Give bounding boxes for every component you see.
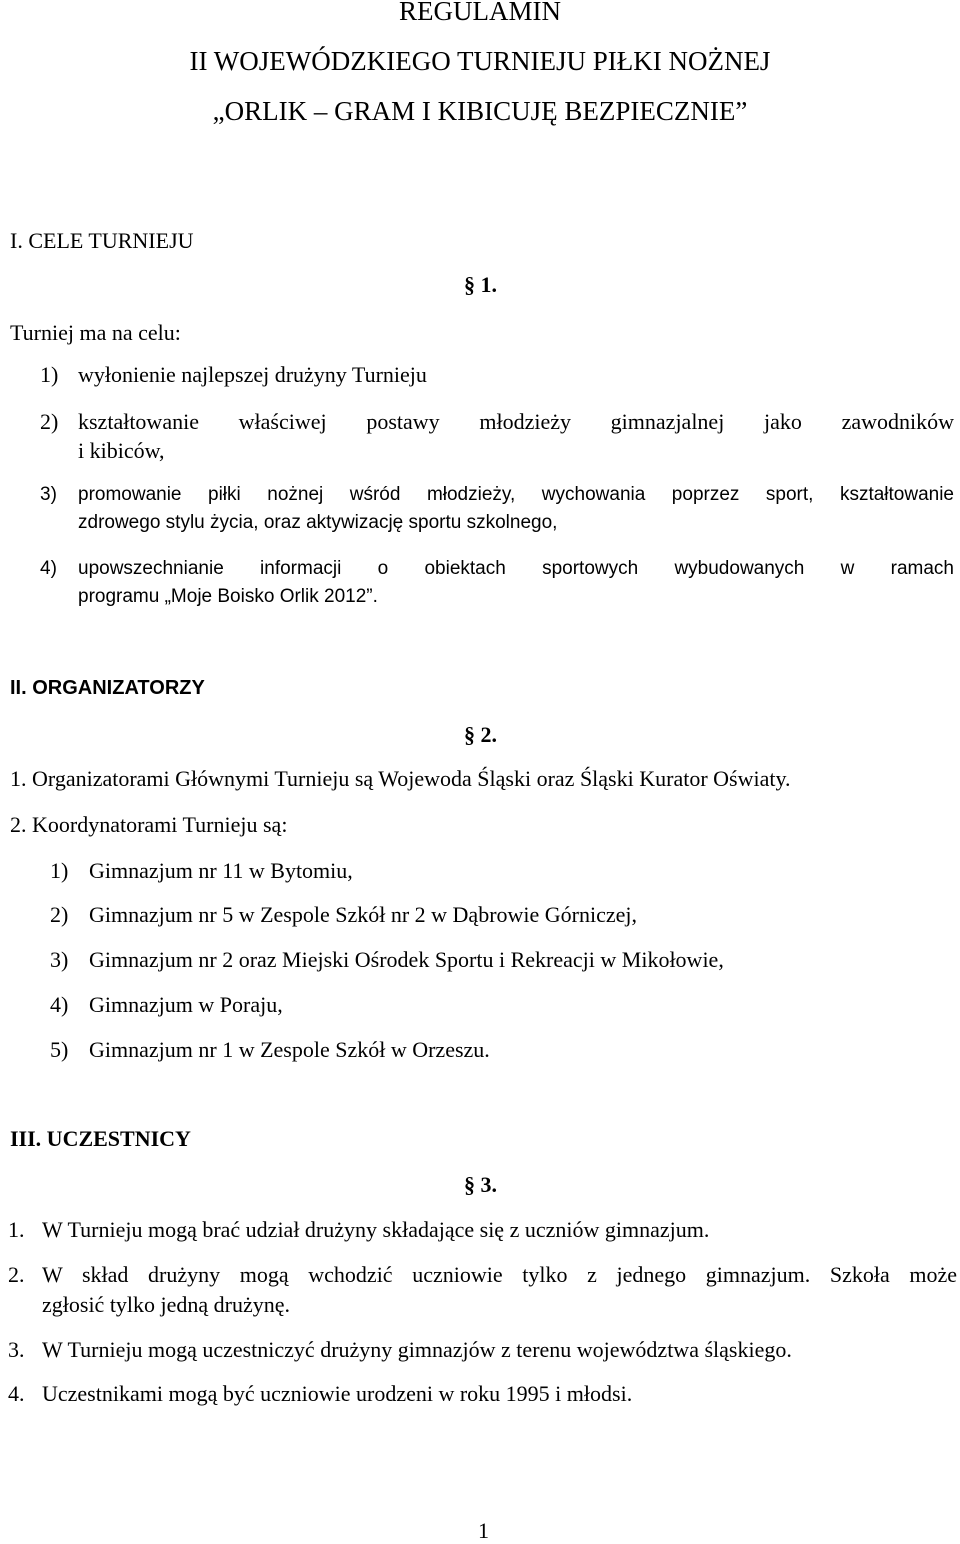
section-1-intro: Turniej ma na celu: <box>10 320 181 345</box>
goal-4-text-line2: programu „Moje Boisko Orlik 2012”. <box>78 586 378 607</box>
section-3-heading: III. UCZESTNICY <box>10 1126 191 1151</box>
goal-2-number: 2) <box>40 409 59 434</box>
coordinator-1-text: Gimnazjum nr 11 w Bytomiu, <box>89 858 353 883</box>
document-title-line1: REGULAMIN <box>399 0 561 26</box>
document-title-line2: II WOJEWÓDZKIEGO TURNIEJU PIŁKI NOŻNEJ <box>189 46 771 76</box>
section-1-heading: I. CELE TURNIEJU <box>10 228 194 253</box>
participants-2-text-line1: W skład drużyny mogą wchodzić uczniowie tylko z jednego gimnazjum. Szkoła może <box>42 1262 957 1287</box>
coordinator-4-text: Gimnazjum w Poraju, <box>89 992 283 1017</box>
participants-1-text: W Turnieju mogą brać udział drużyny składające się z uczniów gimnazjum. <box>42 1217 710 1242</box>
goal-1-number: 1) <box>40 362 59 387</box>
section-2-paragraph-mark: § 2. <box>464 722 497 747</box>
section-3-paragraph-mark: § 3. <box>464 1172 497 1197</box>
coordinator-2-text: Gimnazjum nr 5 w Zespole Szkół nr 2 w Dąbrowie Górniczej, <box>89 902 638 927</box>
coordinator-1-number: 1) <box>50 858 69 883</box>
section-1-paragraph-mark: § 1. <box>464 272 497 297</box>
coordinator-3-text: Gimnazjum nr 2 oraz Miejski Ośrodek Sportu i Rekreacji w Mikołowie, <box>89 947 724 972</box>
participants-3-text: W Turnieju mogą uczestniczyć drużyny gimnazjów z terenu województwa śląskiego. <box>42 1337 792 1362</box>
participants-3-number: 3. <box>8 1337 25 1362</box>
goal-4-text-line1: upowszechnianie informacji o obiektach sportowych wybudowanych w ramach <box>78 558 954 579</box>
participants-2-text-line2: zgłosić tylko jedną drużynę. <box>42 1292 291 1317</box>
document-title-line3: „ORLIK – GRAM I KIBICUJĘ BEZPIECZNIE” <box>212 96 748 126</box>
goal-2-text-line1: kształtowanie właściwej postawy młodzieży gimnazjalnej jako zawodników <box>78 409 954 434</box>
goal-4-number: 4) <box>40 558 57 579</box>
goal-2-text-line2: i kibiców, <box>78 438 165 463</box>
goal-3-text-line2: zdrowego stylu życia, oraz aktywizację sportu szkolnego, <box>78 512 558 533</box>
participants-1-number: 1. <box>8 1217 25 1242</box>
coordinator-2-number: 2) <box>50 902 69 927</box>
coordinator-4-number: 4) <box>50 992 69 1017</box>
goal-1-text: wyłonienie najlepszej drużyny Turnieju <box>78 362 427 387</box>
page-number: 1 <box>478 1518 489 1543</box>
participants-4-number: 4. <box>8 1381 25 1406</box>
coordinators-intro: 2. Koordynatorami Turnieju są: <box>10 812 288 837</box>
goal-3-number: 3) <box>40 484 57 505</box>
goal-3-text-line1: promowanie piłki nożnej wśród młodzieży, wychowania poprzez sport, kształtowanie <box>78 484 954 505</box>
participants-2-number: 2. <box>8 1262 25 1287</box>
participants-4-text: Uczestnikami mogą być uczniowie urodzeni w roku 1995 i młodsi. <box>42 1381 633 1406</box>
section-2-heading: II. ORGANIZATORZY <box>10 677 205 699</box>
coordinator-5-number: 5) <box>50 1037 69 1062</box>
organizers-main: 1. Organizatorami Głównymi Turnieju są Wojewoda Śląski oraz Śląski Kurator Oświaty. <box>10 766 791 791</box>
coordinator-5-text: Gimnazjum nr 1 w Zespole Szkół w Orzeszu. <box>89 1037 490 1062</box>
coordinator-3-number: 3) <box>50 947 69 972</box>
